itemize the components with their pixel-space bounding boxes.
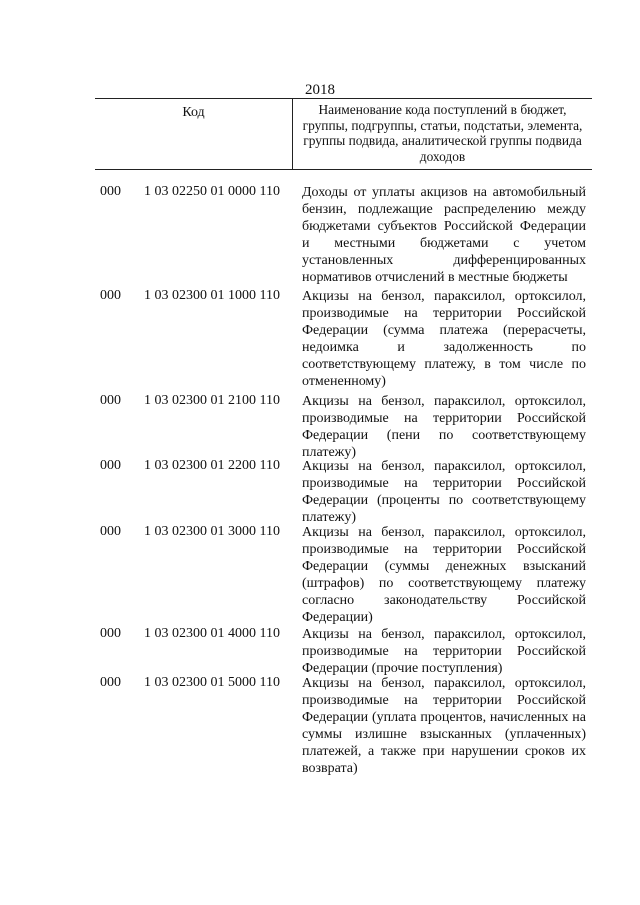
header-kod: Код — [95, 99, 293, 169]
page-number: 2018 — [305, 82, 335, 98]
revenue-code: 1 03 02250 01 0000 110 — [144, 184, 280, 199]
admin-code: 000 — [100, 524, 121, 539]
revenue-code: 1 03 02300 01 3000 110 — [144, 524, 280, 539]
admin-code: 000 — [100, 184, 121, 199]
revenue-name: Акцизы на бензол, параксилол, ортоксилол, производимые на территории Российской Федерации (пени по соответствующему платежу) — [302, 394, 586, 460]
admin-code: 000 — [100, 458, 121, 473]
admin-code: 000 — [100, 675, 121, 690]
table-header — [95, 98, 592, 170]
revenue-name: Акцизы на бензол, параксилол, ортоксилол, производимые на территории Российской Федерации (проценты по соответствующему платежу) — [302, 459, 586, 525]
admin-code: 000 — [100, 626, 121, 641]
revenue-name: Акцизы на бензол, параксилол, ортоксилол, производимые на территории Российской Федерации (суммы денежных взысканий (штрафов) по соответствующему платежу согласно законодательству Российской Федерации) — [302, 525, 586, 625]
revenue-code: 1 03 02300 01 2200 110 — [144, 458, 280, 473]
revenue-name: Акцизы на бензол, параксилол, ортоксилол, производимые на территории Российской Федерации (уплата процентов, начисленных на суммы излишне взысканных (уплаченных) платежей, а также при нарушении сроков их возврата) — [302, 676, 586, 776]
revenue-code: 1 03 02300 01 1000 110 — [144, 288, 280, 303]
admin-code: 000 — [100, 288, 121, 303]
revenue-name: Доходы от уплаты акцизов на автомобильный бензин, подлежащие распределению между бюджетами субъектов Российской Федерации и местными бюджетами с учетом установленных дифференцированных нормативов отчислений в местные бюджеты — [302, 185, 586, 285]
revenue-code: 1 03 02300 01 4000 110 — [144, 626, 280, 641]
revenue-code: 1 03 02300 01 2100 110 — [144, 393, 280, 408]
header-name: Наименование кода поступлений в бюджет, группы, подгруппы, статьи, подстатьи, элемента, группы подвида, аналитической группы подвида доходов — [302, 102, 583, 164]
revenue-name: Акцизы на бензол, параксилол, ортоксилол, производимые на территории Российской Федерации (прочие поступления) — [302, 627, 586, 676]
revenue-name: Акцизы на бензол, параксилол, ортоксилол, производимые на территории Российской Федерации (сумма платежа (перерасчеты, недоимка и задолженность по соответствующему платежу, в том числе по отмененному) — [302, 289, 586, 389]
revenue-code: 1 03 02300 01 5000 110 — [144, 675, 280, 690]
admin-code: 000 — [100, 393, 121, 408]
